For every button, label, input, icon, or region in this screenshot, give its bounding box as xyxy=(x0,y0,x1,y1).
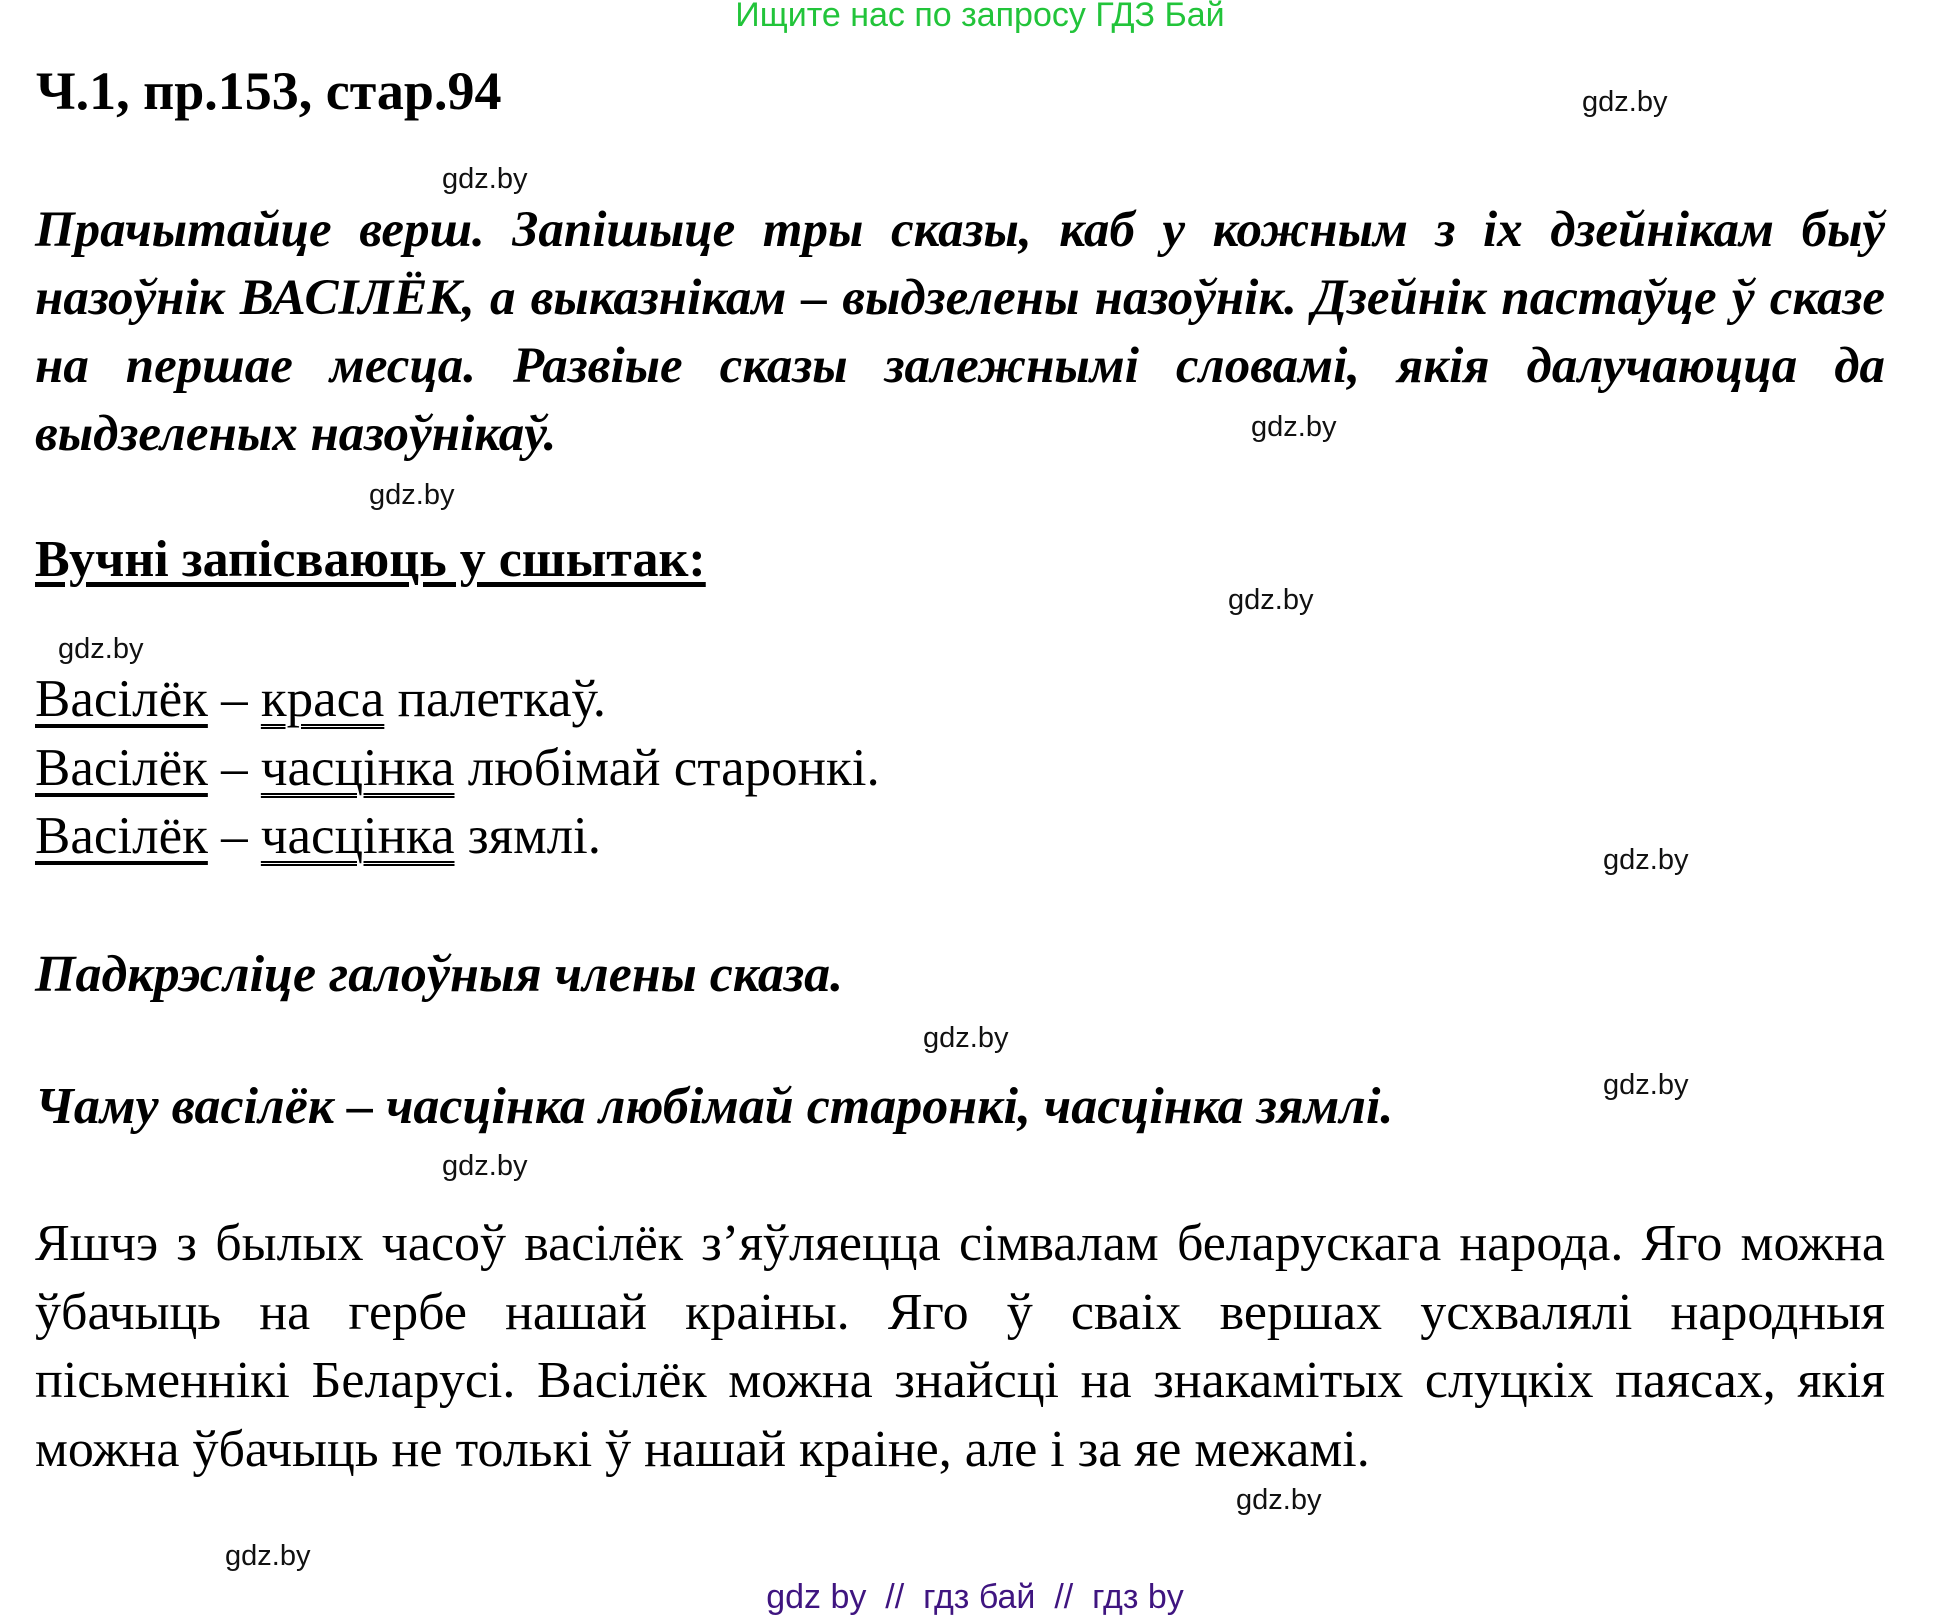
watermark: gdz.by xyxy=(442,163,528,195)
sentence-rest: палеткаў. xyxy=(384,670,606,728)
answer-sentences xyxy=(35,665,880,871)
answer-paragraph: Яшчэ з былых часоў васілёк з’яўляецца сімвалам беларускага народа. Яго можна ўбачыць на гербе нашай краіны. Яго ў сваіх вершах усхвалялі народныя пісьменнікі Беларусі. Васілёк можна знайсці на знакамітых слуцкіх паясах, якія можна ўбачыць не толькі ў нашай краіне, але і за яе межамі. xyxy=(35,1215,1885,1478)
sentence xyxy=(35,734,880,803)
footer-links: gdz by // гдз бай // гдз by xyxy=(766,1578,1184,1616)
watermark: gdz.by xyxy=(1228,584,1314,616)
sentence-rest: любімай старонкі. xyxy=(454,738,880,797)
predicate: краса xyxy=(260,670,385,728)
watermark: gdz.by xyxy=(442,1150,528,1182)
subject: Васілёк xyxy=(35,670,208,728)
watermark: gdz.by xyxy=(1582,86,1668,118)
section-heading: Вучні запісваюць у сшытак: xyxy=(35,531,706,588)
dash: – xyxy=(207,807,261,865)
dash: – xyxy=(207,738,261,797)
sentence-rest: зямлі. xyxy=(454,807,602,865)
watermark: gdz.by xyxy=(1251,411,1337,443)
predicate: часцінка xyxy=(260,738,455,797)
watermark: gdz.by xyxy=(1603,1069,1689,1101)
page-title: Ч.1, пр.153, стар.94 xyxy=(36,61,502,121)
dash: – xyxy=(207,670,261,728)
subject: Васілёк xyxy=(35,807,208,865)
watermark: gdz.by xyxy=(923,1022,1009,1054)
subject: Васілёк xyxy=(35,738,208,797)
watermark: gdz.by xyxy=(1603,844,1689,876)
watermark: gdz.by xyxy=(225,1540,311,1572)
watermark: gdz.by xyxy=(369,479,455,511)
watermark: gdz.by xyxy=(1236,1484,1322,1516)
watermark: gdz.by xyxy=(58,633,144,665)
predicate: часцінка xyxy=(260,807,455,865)
sentence xyxy=(35,802,880,871)
search-banner: Ищите нас по запросу ГДЗ Бай xyxy=(735,0,1225,34)
question-text: Чаму васілёк – часцінка любімай старонкі, часцінка зямлі. xyxy=(35,1078,1394,1135)
task-text: Прачытайце верш. Запішыце тры сказы, каб у кожным з іх дзейнікам быў назоўнік ВАСІЛЁК, а выказнікам – выдзелены назоўнік. Дзейнік пастаўце ў сказе на першае месца. Развіые сказы залежнымі словамі, якія далучаюцца да выдзеленых назоўнікаў. xyxy=(35,202,1885,462)
instruction-text: Падкрэсліце галоўныя члены сказа. xyxy=(35,946,844,1003)
sentence xyxy=(35,665,880,734)
